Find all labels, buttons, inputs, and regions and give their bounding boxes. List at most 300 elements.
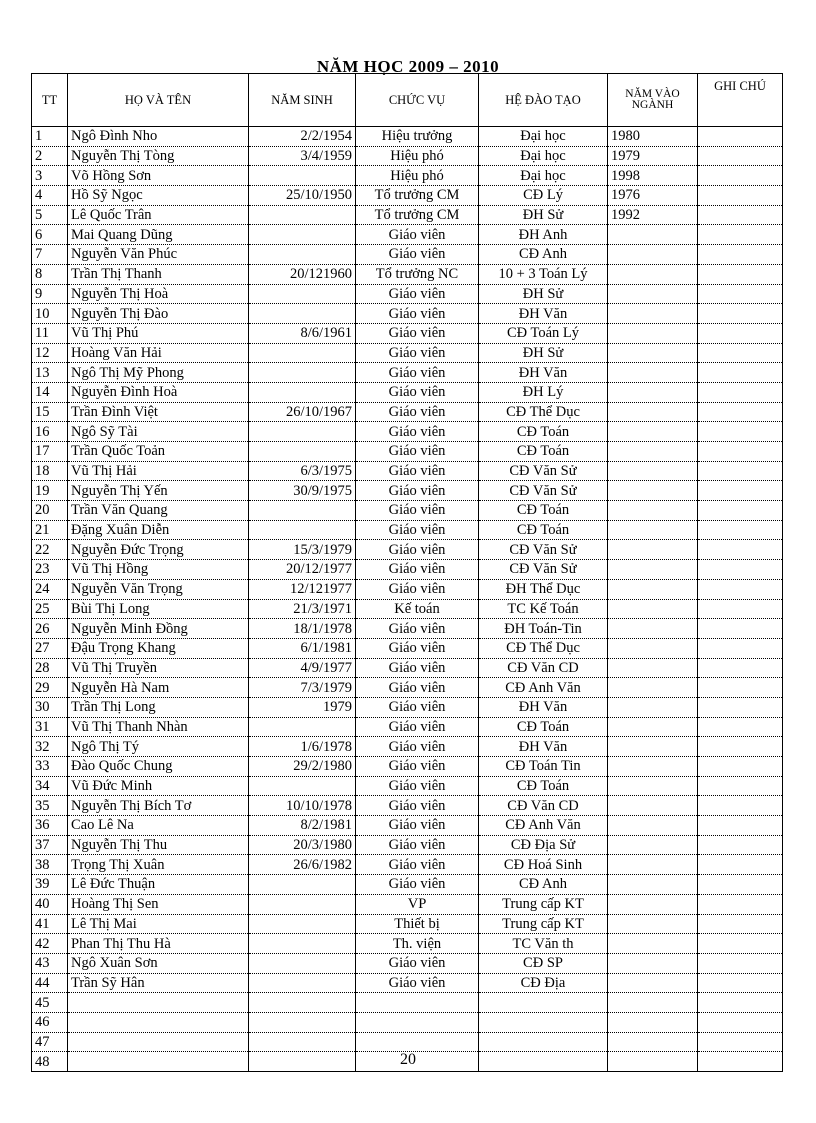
cell-year: [608, 1032, 698, 1052]
cell-year: [608, 993, 698, 1013]
cell-role: Giáo viên: [356, 678, 479, 698]
table-row: [32, 284, 783, 304]
cell-role: Giáo viên: [356, 875, 479, 895]
cell-name: [68, 1032, 249, 1052]
cell-name: Trần Thị Thanh: [68, 264, 249, 284]
cell-role: Giáo viên: [356, 245, 479, 265]
cell-edu: CĐ SP: [479, 953, 608, 973]
cell-year: [608, 599, 698, 619]
cell-year: [608, 245, 698, 265]
cell-tt: 48: [32, 1052, 68, 1072]
cell-tt: 43: [32, 953, 68, 973]
cell-name: Trần Văn Quang: [68, 501, 249, 521]
cell-role: Giáo viên: [356, 953, 479, 973]
cell-dob: [249, 1032, 356, 1052]
cell-tt: 22: [32, 540, 68, 560]
cell-role: Giáo viên: [356, 501, 479, 521]
cell-tt: 46: [32, 1012, 68, 1032]
cell-role: Giáo viên: [356, 422, 479, 442]
cell-tt: 9: [32, 284, 68, 304]
cell-note: [698, 658, 783, 678]
cell-name: Ngô Sỹ Tài: [68, 422, 249, 442]
cell-note: [698, 461, 783, 481]
cell-edu: 10 + 3 Toán Lý: [479, 264, 608, 284]
cell-tt: 21: [32, 520, 68, 540]
cell-dob: [249, 914, 356, 934]
cell-role: Giáo viên: [356, 579, 479, 599]
cell-edu: ĐH Sử: [479, 205, 608, 225]
cell-year: [608, 658, 698, 678]
cell-tt: 6: [32, 225, 68, 245]
cell-year: [608, 816, 698, 836]
cell-role: Tổ trưởng NC: [356, 264, 479, 284]
cell-tt: 14: [32, 382, 68, 402]
table-row: [32, 560, 783, 580]
cell-name: Nguyễn Thị Bích Tơ: [68, 796, 249, 816]
cell-note: [698, 442, 783, 462]
cell-year: [608, 382, 698, 402]
cell-dob: [249, 205, 356, 225]
cell-year: 1979: [608, 146, 698, 166]
cell-note: [698, 225, 783, 245]
cell-role: Hiệu phó: [356, 166, 479, 186]
cell-edu: CĐ Văn Sử: [479, 481, 608, 501]
cell-role: Kế toán: [356, 599, 479, 619]
cell-year: [608, 520, 698, 540]
cell-edu: CĐ Toán: [479, 776, 608, 796]
cell-tt: 47: [32, 1032, 68, 1052]
cell-role: Giáo viên: [356, 540, 479, 560]
cell-note: [698, 205, 783, 225]
cell-role: Giáo viên: [356, 776, 479, 796]
cell-note: [698, 382, 783, 402]
cell-role: Giáo viên: [356, 461, 479, 481]
cell-edu: CĐ Văn CD: [479, 658, 608, 678]
table-row: [32, 757, 783, 777]
cell-role: VP: [356, 894, 479, 914]
cell-dob: 30/9/1975: [249, 481, 356, 501]
cell-edu: CĐ Toán Lý: [479, 323, 608, 343]
cell-note: [698, 776, 783, 796]
table-row: [32, 658, 783, 678]
cell-note: [698, 343, 783, 363]
cell-name: Nguyễn Thị Hoà: [68, 284, 249, 304]
cell-note: [698, 304, 783, 324]
cell-edu: ĐH Anh: [479, 225, 608, 245]
table-row: [32, 323, 783, 343]
table-row: [32, 973, 783, 993]
page-title: NĂM HỌC 2009 – 2010: [316, 57, 500, 76]
cell-note: [698, 501, 783, 521]
cell-edu: Trung cấp KT: [479, 914, 608, 934]
cell-edu: Đại học: [479, 146, 608, 166]
cell-tt: 4: [32, 186, 68, 206]
cell-tt: 28: [32, 658, 68, 678]
cell-edu: ĐH Thể Dục: [479, 579, 608, 599]
cell-edu: TC Văn th: [479, 934, 608, 954]
cell-name: Vũ Đức Minh: [68, 776, 249, 796]
cell-role: Giáo viên: [356, 304, 479, 324]
cell-year: [608, 934, 698, 954]
table-row: [32, 481, 783, 501]
cell-note: [698, 245, 783, 265]
cell-dob: 8/6/1961: [249, 323, 356, 343]
cell-edu: ĐH Văn: [479, 737, 608, 757]
cell-year: [608, 717, 698, 737]
cell-role: Giáo viên: [356, 638, 479, 658]
cell-tt: 37: [32, 835, 68, 855]
cell-year: [608, 461, 698, 481]
cell-tt: 39: [32, 875, 68, 895]
cell-role: Giáo viên: [356, 658, 479, 678]
cell-note: [698, 757, 783, 777]
cell-name: Vũ Thị Hồng: [68, 560, 249, 580]
table-row: [32, 717, 783, 737]
cell-edu: CĐ Toán: [479, 717, 608, 737]
cell-note: [698, 717, 783, 737]
table-row: [32, 402, 783, 422]
cell-tt: 8: [32, 264, 68, 284]
table-row: [32, 1032, 783, 1052]
table-row: [32, 146, 783, 166]
cell-name: Đào Quốc Chung: [68, 757, 249, 777]
staff-table: [31, 73, 783, 1072]
cell-note: [698, 855, 783, 875]
cell-role: Giáo viên: [356, 402, 479, 422]
cell-role: Giáo viên: [356, 442, 479, 462]
cell-tt: 10: [32, 304, 68, 324]
header-name: HỌ VÀ TÊN: [68, 74, 249, 127]
cell-edu: CĐ Toán: [479, 422, 608, 442]
cell-year: [608, 304, 698, 324]
cell-note: [698, 264, 783, 284]
cell-year: [608, 560, 698, 580]
cell-name: Lê Đức Thuận: [68, 875, 249, 895]
cell-edu: CĐ Toán: [479, 520, 608, 540]
table-row: [32, 245, 783, 265]
cell-role: Giáo viên: [356, 973, 479, 993]
cell-dob: 1/6/1978: [249, 737, 356, 757]
cell-note: [698, 953, 783, 973]
cell-dob: [249, 166, 356, 186]
table-row: [32, 461, 783, 481]
cell-note: [698, 638, 783, 658]
cell-name: Đậu Trọng Khang: [68, 638, 249, 658]
cell-tt: 25: [32, 599, 68, 619]
cell-name: Trọng Thị Xuân: [68, 855, 249, 875]
cell-tt: 27: [32, 638, 68, 658]
cell-name: Vũ Thị Phú: [68, 323, 249, 343]
cell-name: Hoàng Văn Hải: [68, 343, 249, 363]
cell-tt: 7: [32, 245, 68, 265]
cell-note: [698, 323, 783, 343]
cell-note: [698, 934, 783, 954]
cell-tt: 36: [32, 816, 68, 836]
cell-dob: 7/3/1979: [249, 678, 356, 698]
table-row: [32, 363, 783, 383]
cell-note: [698, 697, 783, 717]
cell-note: [698, 835, 783, 855]
cell-edu: [479, 993, 608, 1013]
cell-role: Giáo viên: [356, 225, 479, 245]
cell-name: Vũ Thị Truyền: [68, 658, 249, 678]
cell-note: [698, 363, 783, 383]
cell-year: [608, 855, 698, 875]
cell-name: Nguyễn Đình Hoà: [68, 382, 249, 402]
cell-note: [698, 186, 783, 206]
cell-role: Giáo viên: [356, 816, 479, 836]
cell-role: Giáo viên: [356, 737, 479, 757]
cell-dob: 26/6/1982: [249, 855, 356, 875]
cell-dob: [249, 520, 356, 540]
table-row: [32, 619, 783, 639]
cell-tt: 18: [32, 461, 68, 481]
cell-name: Nguyễn Thị Yến: [68, 481, 249, 501]
table-row: [32, 678, 783, 698]
header-tt: TT: [32, 74, 68, 127]
cell-role: Giáo viên: [356, 343, 479, 363]
cell-dob: 29/2/1980: [249, 757, 356, 777]
cell-name: Cao Lê Na: [68, 816, 249, 836]
cell-edu: ĐH Sử: [479, 284, 608, 304]
cell-tt: 16: [32, 422, 68, 442]
table-row: [32, 816, 783, 836]
cell-edu: CĐ Văn Sử: [479, 540, 608, 560]
table-row: [32, 304, 783, 324]
table-row: [32, 855, 783, 875]
cell-year: [608, 442, 698, 462]
cell-dob: 6/1/1981: [249, 638, 356, 658]
cell-year: [608, 343, 698, 363]
cell-dob: [249, 422, 356, 442]
cell-year: 1992: [608, 205, 698, 225]
cell-year: [608, 678, 698, 698]
cell-name: Trần Quốc Toản: [68, 442, 249, 462]
cell-dob: [249, 934, 356, 954]
cell-tt: 13: [32, 363, 68, 383]
cell-tt: 34: [32, 776, 68, 796]
table-row: [32, 835, 783, 855]
cell-edu: ĐH Toán-Tin: [479, 619, 608, 639]
cell-year: [608, 737, 698, 757]
cell-tt: 15: [32, 402, 68, 422]
table-row: [32, 579, 783, 599]
cell-edu: [479, 1012, 608, 1032]
cell-tt: 2: [32, 146, 68, 166]
cell-edu: CĐ Văn CD: [479, 796, 608, 816]
cell-dob: 15/3/1979: [249, 540, 356, 560]
cell-name: Nguyễn Văn Phúc: [68, 245, 249, 265]
header-year: NĂM VÀO NGÀNH: [608, 74, 698, 127]
cell-edu: CĐ Địa: [479, 973, 608, 993]
cell-role: Hiệu phó: [356, 146, 479, 166]
header-role: CHỨC VỤ: [356, 74, 479, 127]
cell-tt: 26: [32, 619, 68, 639]
cell-note: [698, 894, 783, 914]
cell-name: Trần Sỹ Hân: [68, 973, 249, 993]
cell-name: Hoàng Thị Sen: [68, 894, 249, 914]
cell-edu: CĐ Hoá Sinh: [479, 855, 608, 875]
page-number: 20: [400, 1051, 416, 1068]
cell-note: [698, 816, 783, 836]
cell-dob: [249, 953, 356, 973]
cell-role: Tổ trưởng CM: [356, 205, 479, 225]
cell-year: [608, 481, 698, 501]
cell-role: Tổ trưởng CM: [356, 186, 479, 206]
cell-dob: [249, 894, 356, 914]
cell-name: Đặng Xuân Diễn: [68, 520, 249, 540]
cell-year: [608, 894, 698, 914]
cell-edu: ĐH Lý: [479, 382, 608, 402]
cell-dob: [249, 304, 356, 324]
cell-year: [608, 284, 698, 304]
table-row: [32, 934, 783, 954]
header-dob: NĂM SINH: [249, 74, 356, 127]
cell-year: [608, 363, 698, 383]
cell-dob: 25/10/1950: [249, 186, 356, 206]
cell-year: [608, 835, 698, 855]
cell-name: Trần Thị Long: [68, 697, 249, 717]
cell-dob: [249, 343, 356, 363]
cell-note: [698, 737, 783, 757]
cell-tt: 11: [32, 323, 68, 343]
cell-tt: 44: [32, 973, 68, 993]
cell-tt: 41: [32, 914, 68, 934]
cell-role: Giáo viên: [356, 520, 479, 540]
cell-name: Phan Thị Thu Hà: [68, 934, 249, 954]
cell-name: [68, 993, 249, 1013]
table-row: [32, 422, 783, 442]
cell-role: Giáo viên: [356, 284, 479, 304]
table-row: [32, 697, 783, 717]
cell-edu: CĐ Địa Sử: [479, 835, 608, 855]
cell-name: Nguyễn Hà Nam: [68, 678, 249, 698]
cell-tt: 1: [32, 127, 68, 147]
cell-year: [608, 619, 698, 639]
cell-note: [698, 166, 783, 186]
cell-tt: 35: [32, 796, 68, 816]
cell-name: Vũ Thị Thanh Nhàn: [68, 717, 249, 737]
cell-name: Ngô Thị Tý: [68, 737, 249, 757]
cell-tt: 3: [32, 166, 68, 186]
cell-dob: 8/2/1981: [249, 816, 356, 836]
cell-edu: CĐ Lý: [479, 186, 608, 206]
cell-name: [68, 1012, 249, 1032]
cell-tt: 30: [32, 697, 68, 717]
cell-name: Vũ Thị Hải: [68, 461, 249, 481]
cell-tt: 29: [32, 678, 68, 698]
table-row: [32, 186, 783, 206]
cell-year: [608, 264, 698, 284]
table-row: [32, 953, 783, 973]
cell-dob: 10/10/1978: [249, 796, 356, 816]
cell-note: [698, 796, 783, 816]
cell-dob: [249, 1012, 356, 1032]
table-row: [32, 796, 783, 816]
cell-dob: 18/1/1978: [249, 619, 356, 639]
cell-dob: 4/9/1977: [249, 658, 356, 678]
cell-role: Giáo viên: [356, 481, 479, 501]
cell-tt: 31: [32, 717, 68, 737]
cell-note: [698, 540, 783, 560]
cell-edu: CĐ Văn Sử: [479, 560, 608, 580]
cell-note: [698, 146, 783, 166]
cell-dob: 6/3/1975: [249, 461, 356, 481]
cell-tt: 42: [32, 934, 68, 954]
table-row: [32, 166, 783, 186]
cell-edu: CĐ Toán: [479, 442, 608, 462]
cell-edu: CĐ Toán: [479, 501, 608, 521]
cell-tt: 20: [32, 501, 68, 521]
cell-tt: 23: [32, 560, 68, 580]
cell-year: 1976: [608, 186, 698, 206]
cell-edu: ĐH Văn: [479, 363, 608, 383]
table-row: [32, 894, 783, 914]
cell-name: Lê Quốc Trân: [68, 205, 249, 225]
cell-dob: [249, 993, 356, 1013]
cell-name: Ngô Đình Nho: [68, 127, 249, 147]
cell-dob: [249, 225, 356, 245]
cell-edu: ĐH Văn: [479, 697, 608, 717]
cell-role: Th. viện: [356, 934, 479, 954]
cell-role: Giáo viên: [356, 560, 479, 580]
cell-year: [608, 638, 698, 658]
cell-edu: CĐ Anh: [479, 245, 608, 265]
cell-name: Bùi Thị Long: [68, 599, 249, 619]
cell-year: [608, 796, 698, 816]
cell-dob: 26/10/1967: [249, 402, 356, 422]
cell-note: [698, 402, 783, 422]
cell-role: Giáo viên: [356, 717, 479, 737]
cell-year: [608, 757, 698, 777]
cell-name: Hồ Sỹ Ngọc: [68, 186, 249, 206]
cell-note: [698, 284, 783, 304]
table-row: [32, 442, 783, 462]
cell-edu: Đại học: [479, 166, 608, 186]
cell-role: Hiệu trưởng: [356, 127, 479, 147]
table-row: [32, 776, 783, 796]
cell-name: Lê Thị Mai: [68, 914, 249, 934]
cell-tt: 38: [32, 855, 68, 875]
table-body: [32, 127, 783, 1072]
cell-name: Ngô Thị Mỹ Phong: [68, 363, 249, 383]
cell-dob: [249, 245, 356, 265]
cell-tt: 17: [32, 442, 68, 462]
cell-edu: Trung cấp KT: [479, 894, 608, 914]
cell-dob: [249, 875, 356, 895]
cell-name: Mai Quang Dũng: [68, 225, 249, 245]
cell-edu: CĐ Thể Dục: [479, 402, 608, 422]
cell-year: [608, 225, 698, 245]
cell-dob: 1979: [249, 697, 356, 717]
cell-year: [608, 776, 698, 796]
cell-edu: ĐH Sử: [479, 343, 608, 363]
cell-year: 1980: [608, 127, 698, 147]
cell-note: [698, 678, 783, 698]
cell-edu: CĐ Anh Văn: [479, 816, 608, 836]
cell-year: [608, 973, 698, 993]
cell-name: Nguyễn Thị Tòng: [68, 146, 249, 166]
cell-year: [608, 540, 698, 560]
cell-tt: 32: [32, 737, 68, 757]
cell-note: [698, 914, 783, 934]
cell-role: Giáo viên: [356, 323, 479, 343]
cell-name: Nguyễn Văn Trọng: [68, 579, 249, 599]
cell-name: Ngô Xuân Sơn: [68, 953, 249, 973]
cell-note: [698, 619, 783, 639]
table-row: [32, 520, 783, 540]
cell-note: [698, 127, 783, 147]
